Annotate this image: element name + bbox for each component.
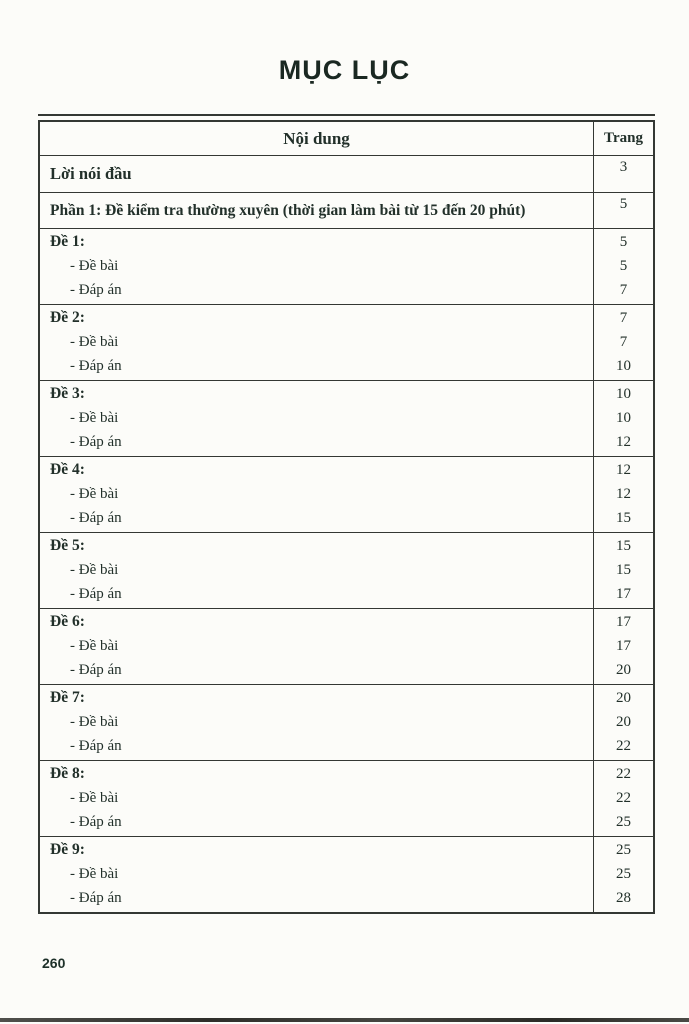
- toc-group-title: Đề 4:: [50, 461, 85, 478]
- toc-group-title: Đề 3:: [50, 385, 85, 402]
- toc-group-content: [40, 305, 593, 380]
- toc-group-pages: [593, 457, 653, 532]
- page-number: 7: [619, 334, 628, 350]
- toc-group-content: [40, 761, 593, 836]
- table-outer-top-rule: [38, 114, 655, 116]
- toc-group-title: Đề 2:: [50, 309, 85, 326]
- toc-group-pages: [593, 305, 653, 380]
- table-row: [40, 684, 653, 760]
- header-content-label: Nội dung: [283, 128, 350, 148]
- page-number: 7: [619, 282, 628, 298]
- table-row: [40, 380, 653, 456]
- toc-subitem-label: - Đề bài: [70, 258, 119, 274]
- page-number: 22: [616, 738, 631, 754]
- toc-subitem-label: - Đáp án: [70, 510, 122, 526]
- toc-group-title: Đề 1:: [50, 233, 85, 250]
- page-number: 15: [616, 510, 631, 526]
- page-number: 7: [619, 310, 628, 326]
- table-row: [40, 760, 653, 836]
- toc-subitem-label: - Đáp án: [70, 890, 122, 906]
- toc-group-pages: [593, 381, 653, 456]
- table-row: [40, 836, 653, 912]
- toc-group-pages: [593, 761, 653, 836]
- toc-subitem-label: - Đáp án: [70, 662, 122, 678]
- page-number: 22: [616, 790, 631, 806]
- toc-group-title: Đề 8:: [50, 765, 85, 782]
- toc-group-content: [40, 609, 593, 684]
- toc-group-title: Đề 5:: [50, 537, 85, 554]
- toc-subitem-label: - Đề bài: [70, 714, 119, 730]
- toc-subitem-label: - Đề bài: [70, 790, 119, 806]
- toc-group-content: [40, 685, 593, 760]
- page-number: 25: [616, 842, 631, 858]
- toc-subitem-label: - Đề bài: [70, 638, 119, 654]
- page-number: 5: [593, 193, 653, 228]
- page-number: 17: [616, 614, 631, 630]
- toc-table: [38, 120, 655, 914]
- page-number: 20: [616, 690, 631, 706]
- toc-subitem-label: - Đề bài: [70, 486, 119, 502]
- toc-subitem-label: - Đáp án: [70, 738, 122, 754]
- page-number: 3: [593, 156, 653, 192]
- table-row: [40, 304, 653, 380]
- toc-group-pages: [593, 533, 653, 608]
- table-row: [40, 192, 653, 228]
- toc-subitem-label: - Đáp án: [70, 282, 122, 298]
- toc-group-pages: [593, 609, 653, 684]
- page-number: 5: [619, 234, 628, 250]
- page-number: 12: [616, 434, 631, 450]
- toc-subitem-label: - Đề bài: [70, 334, 119, 350]
- bottom-edge-rule: [0, 1018, 689, 1022]
- page-title: MỤC LỤC: [278, 55, 411, 85]
- table-row: [40, 155, 653, 192]
- page-number: 20: [616, 714, 631, 730]
- page-number: 25: [616, 814, 631, 830]
- page-number: 15: [616, 562, 631, 578]
- toc-table-wrapper: [38, 114, 655, 914]
- toc-subitem-label: - Đề bài: [70, 562, 119, 578]
- toc-group-title: Đề 6:: [50, 613, 85, 630]
- page-number: 25: [616, 866, 631, 882]
- toc-entry-label: Phần 1: Đề kiểm tra thường xuyên (thời gian làm bài từ 15 đến 20 phút): [50, 201, 526, 219]
- toc-subitem-label: - Đáp án: [70, 434, 122, 450]
- toc-subitem-label: - Đề bài: [70, 866, 119, 882]
- footer-page-number: 260: [42, 955, 66, 971]
- page-number: 10: [616, 358, 631, 374]
- page-number: 12: [616, 462, 631, 478]
- page-number: 28: [616, 890, 631, 906]
- toc-group-pages: [593, 229, 653, 304]
- toc-group-content: [40, 837, 593, 912]
- table-row: [40, 228, 653, 304]
- toc-group-title: Đề 7:: [50, 689, 85, 706]
- table-header-row: [40, 122, 653, 155]
- page-number: 17: [616, 586, 631, 602]
- toc-group-content: [40, 457, 593, 532]
- toc-subitem-label: - Đáp án: [70, 358, 122, 374]
- toc-group-content: [40, 533, 593, 608]
- page-number: 12: [616, 486, 631, 502]
- page-number: 10: [616, 386, 631, 402]
- toc-subitem-label: - Đáp án: [70, 814, 122, 830]
- toc-group-content: [40, 381, 593, 456]
- toc-entry-label: Lời nói đầu: [50, 164, 132, 183]
- page-number: 15: [616, 538, 631, 554]
- page-number: 20: [616, 662, 631, 678]
- toc-subitem-label: - Đề bài: [70, 410, 119, 426]
- toc-group-content: [40, 229, 593, 304]
- toc-group-pages: [593, 685, 653, 760]
- page-number: 17: [616, 638, 631, 654]
- table-row: [40, 456, 653, 532]
- toc-subitem-label: - Đáp án: [70, 586, 122, 602]
- table-row: [40, 608, 653, 684]
- header-page-label: Trang: [593, 122, 653, 155]
- table-row: [40, 532, 653, 608]
- page-number: 10: [616, 410, 631, 426]
- page-number: 22: [616, 766, 631, 782]
- toc-group-pages: [593, 837, 653, 912]
- toc-group-title: Đề 9:: [50, 841, 85, 858]
- page-number: 5: [619, 258, 628, 274]
